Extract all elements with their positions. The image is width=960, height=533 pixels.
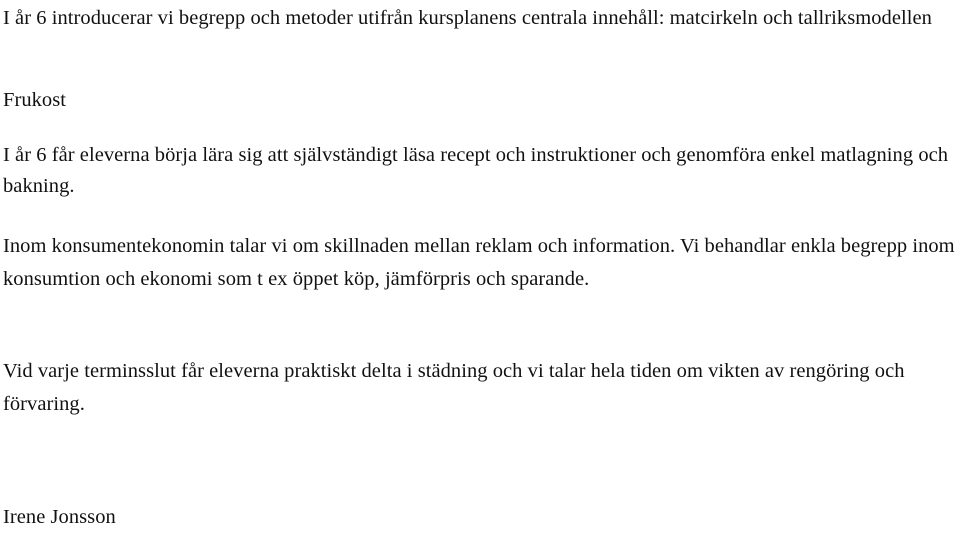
intro-paragraph: I år 6 introducerar vi begrepp och metoder utifrån kursplanens centrala innehåll: matcirkeln och tallriksmodellen [3, 7, 932, 29]
signature: Irene Jonsson [3, 506, 116, 528]
cleaning-paragraph: Vid varje terminsslut får eleverna praktiskt delta i städning och vi talar hela tiden om vikten av rengöring och förvaring. [3, 360, 905, 415]
section-heading-frukost: Frukost [3, 89, 67, 111]
cooking-paragraph: I år 6 får eleverna börja lära sig att självständigt läsa recept och instruktioner och genomföra enkel matlagning och bakning. [3, 144, 949, 197]
consumer-economy-paragraph: Inom konsumentekonomin talar vi om skillnaden mellan reklam och information. Vi behandlar enkla begrepp inom konsumtion och ekonomi som t ex öppet köp, jämförpris och sparande. [3, 235, 955, 290]
